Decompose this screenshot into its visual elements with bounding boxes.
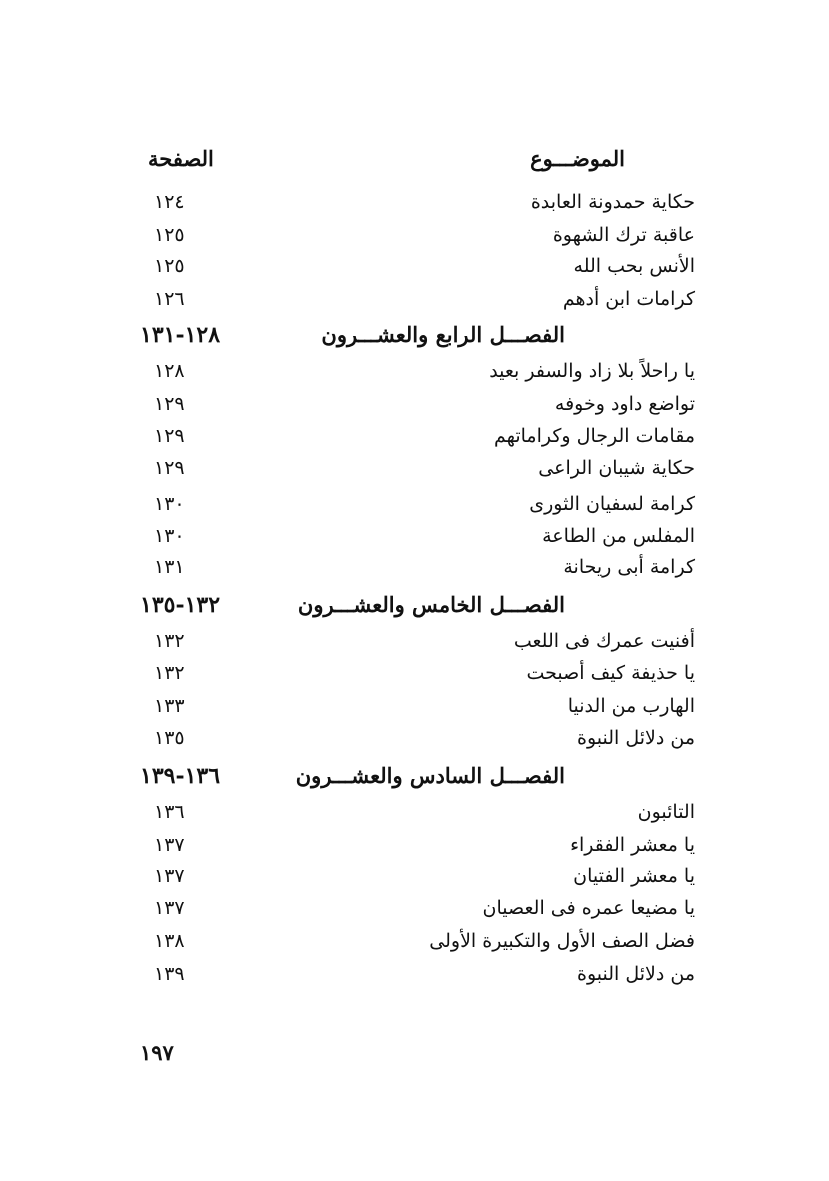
toc-entry — [140, 656, 695, 690]
toc-entry — [140, 859, 695, 893]
entry-page-number: ١٣٨ — [154, 930, 185, 952]
chapter-title: الفصـــل الرابع والعشـــرون — [321, 322, 565, 347]
entry-title: الأنس بحب الله — [573, 255, 695, 277]
toc-entry — [140, 185, 695, 219]
entry-page-number: ١٢٩ — [154, 457, 185, 479]
entry-page-number: ١٢٩ — [154, 425, 185, 447]
chapter-page-range: ١٢٨-١٣١ — [140, 322, 221, 348]
entry-title: من دلائل النبوة — [577, 727, 695, 749]
toc-entry — [140, 891, 695, 925]
toc-entry — [140, 550, 695, 584]
entry-title: كرامات ابن أدهم — [562, 288, 695, 310]
entry-title: كرامة أبى ريحانة — [563, 556, 695, 578]
entry-page-number: ١٣٧ — [154, 834, 185, 856]
entry-title: أفنيت عمرك فى اللعب — [513, 630, 695, 652]
entry-title: يا مضيعا عمره فى العصيان — [482, 897, 695, 919]
chapter-title: الفصـــل الخامس والعشـــرون — [297, 592, 565, 617]
entry-title: التائبون — [637, 801, 695, 823]
topic-column-label: الموضـــوع — [530, 146, 625, 171]
toc-entry — [140, 795, 695, 829]
entry-page-number: ١٣٠ — [154, 493, 185, 515]
toc-entry — [140, 487, 695, 521]
entry-title: يا معشر الفقراء — [570, 834, 695, 856]
toc-entry — [140, 721, 695, 755]
entry-title: يا حذيفة كيف أصبحت — [526, 662, 695, 684]
entry-title: الهارب من الدنيا — [567, 695, 695, 717]
entry-title: حكاية حمدونة العابدة — [530, 191, 695, 213]
entry-page-number: ١٣٠ — [154, 525, 185, 547]
entry-title: عاقبة ترك الشهوة — [552, 224, 695, 246]
entry-title: يا معشر الفتيان — [573, 865, 695, 887]
toc-entry — [140, 249, 695, 283]
toc-entry — [140, 828, 695, 862]
entry-page-number: ١٣٧ — [154, 865, 185, 887]
toc-entry — [140, 957, 695, 991]
entry-page-number: ١٣٢ — [154, 662, 185, 684]
entry-page-number: ١٣٧ — [154, 897, 185, 919]
chapter-heading — [140, 318, 695, 352]
entry-page-number: ١٣٦ — [154, 801, 185, 823]
toc-entry — [140, 282, 695, 316]
page-number: ١٩٧ — [140, 1040, 174, 1065]
toc-entry — [140, 387, 695, 421]
chapter-heading — [140, 588, 695, 622]
entry-page-number: ١٢٦ — [154, 288, 185, 310]
toc-entry — [140, 451, 695, 485]
toc-entry — [140, 519, 695, 553]
chapter-page-range: ١٣٦-١٣٩ — [140, 763, 221, 789]
entry-page-number: ١٢٨ — [154, 360, 185, 382]
chapter-title: الفصـــل السادس والعشـــرون — [295, 763, 565, 788]
toc-header — [140, 142, 695, 176]
entry-title: حكاية شيبان الراعى — [538, 457, 695, 479]
entry-page-number: ١٣١ — [154, 556, 185, 578]
entry-page-number: ١٢٩ — [154, 393, 185, 415]
entry-title: كرامة لسفيان الثورى — [529, 493, 695, 515]
chapter-heading — [140, 759, 695, 793]
page-column-label: الصفحة — [148, 146, 214, 171]
entry-page-number: ١٣٢ — [154, 630, 185, 652]
entry-page-number: ١٣٣ — [154, 695, 185, 717]
entry-title: مقامات الرجال وكراماتهم — [493, 425, 695, 447]
entry-page-number: ١٢٤ — [154, 191, 185, 213]
toc-entry — [140, 419, 695, 453]
toc-entry — [140, 689, 695, 723]
toc-entry — [140, 624, 695, 658]
entry-page-number: ١٢٥ — [154, 224, 185, 246]
entry-page-number: ١٣٥ — [154, 727, 185, 749]
entry-page-number: ١٣٩ — [154, 963, 185, 985]
toc-entry — [140, 354, 695, 388]
entry-title: المفلس من الطاعة — [542, 525, 695, 547]
chapter-page-range: ١٣٢-١٣٥ — [140, 592, 221, 618]
entry-page-number: ١٢٥ — [154, 255, 185, 277]
toc-entry — [140, 924, 695, 958]
entry-title: تواضع داود وخوفه — [554, 393, 695, 415]
entry-title: يا راحلاً بلا زاد والسفر بعيد — [489, 360, 695, 382]
entry-title: فضل الصف الأول والتكبيرة الأولى — [429, 930, 695, 952]
toc-entry — [140, 218, 695, 252]
entry-title: من دلائل النبوة — [577, 963, 695, 985]
